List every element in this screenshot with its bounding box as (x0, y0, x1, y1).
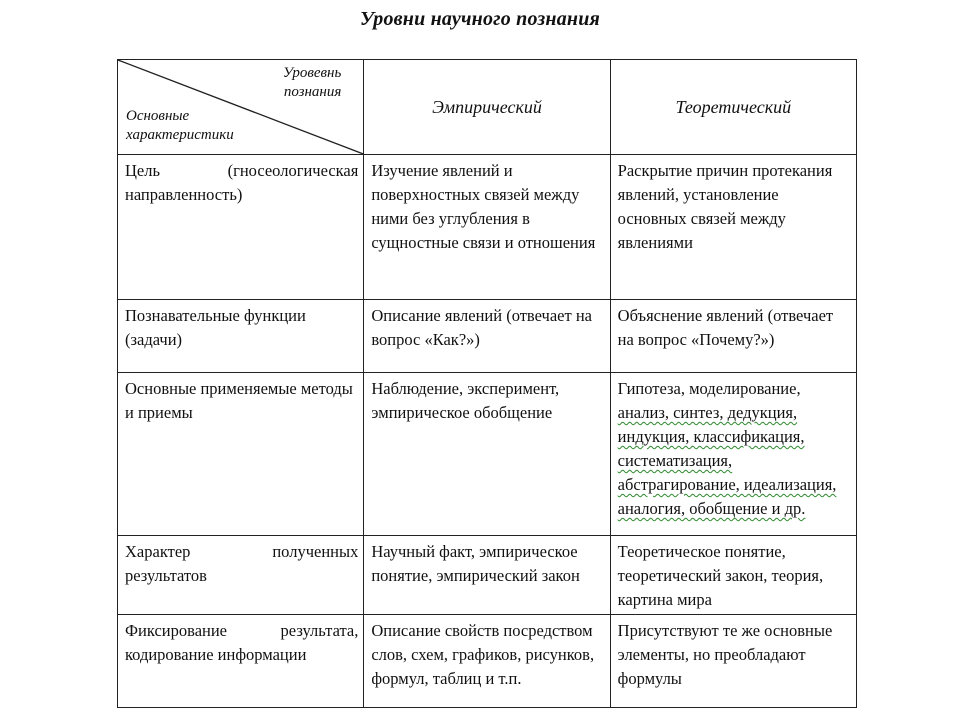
theoretical-cell: Теоретическое понятие, теоретический закон, теория, картина мира (610, 536, 856, 615)
empirical-cell: Научный факт, эмпирическое понятие, эмпирический закон (364, 536, 610, 615)
comparison-table (117, 59, 857, 708)
table-row (118, 615, 857, 708)
diag-level-line2: познания (283, 84, 342, 100)
diag-level-line1: Уровевнь (282, 65, 342, 81)
theoretical-cell: Объяснение явлений (отвечает на вопрос «Почему?») (610, 300, 856, 373)
table-header-row (118, 60, 857, 155)
column-header-empirical: Эмпирический (364, 60, 610, 155)
empirical-cell: Описание свойств посредством слов, схем, графиков, рисунков, формул, таблиц и т.п. (364, 615, 610, 708)
table-row (118, 155, 857, 300)
diag-char-line2: характеристики (126, 127, 234, 143)
empirical-cell: Описание явлений (отвечает на вопрос «Как?») (364, 300, 610, 373)
theoretical-cell (610, 373, 856, 536)
empirical-cell: Изучение явлений и поверхностных связей между ними без углубления в сущностные связи и отношения (364, 155, 610, 300)
diag-char-line1: Основные (126, 108, 190, 124)
column-header-theoretical: Теоретический (610, 60, 856, 155)
row-label: Характер полученных результатов (118, 536, 364, 615)
table-row (118, 300, 857, 373)
theoretical-cell: Присутствуют те же основные элементы, но преобладают формулы (610, 615, 856, 708)
diag-label-level (283, 64, 341, 102)
diag-label-characteristics (126, 107, 234, 145)
row-label: Познавательные функции (задачи) (118, 300, 364, 373)
empirical-cell: Наблюдение, эксперимент, эмпирическое обобщение (364, 373, 610, 536)
table-row (118, 536, 857, 615)
row-label: Цель (гносеологическая направленность) (118, 155, 364, 300)
page-title: Уровни научного познания (359, 8, 601, 30)
diagonal-header-cell (118, 60, 364, 155)
table-row (118, 373, 857, 536)
theoretical-cell: Раскрытие причин протекания явлений, установление основных связей между явлениями (610, 155, 856, 300)
row-label: Основные применяемые методы и приемы (118, 373, 364, 536)
row-label: Фиксирование результата, кодирование информации (118, 615, 364, 708)
theoretical-methods-first: Гипотеза, моделирование, (617, 379, 801, 398)
theoretical-methods-rest: анализ, синтез, дедукция, индукция, классификация, систематизация, абстрагирование, идеализация, аналогия, обобщение и др. (617, 403, 837, 518)
